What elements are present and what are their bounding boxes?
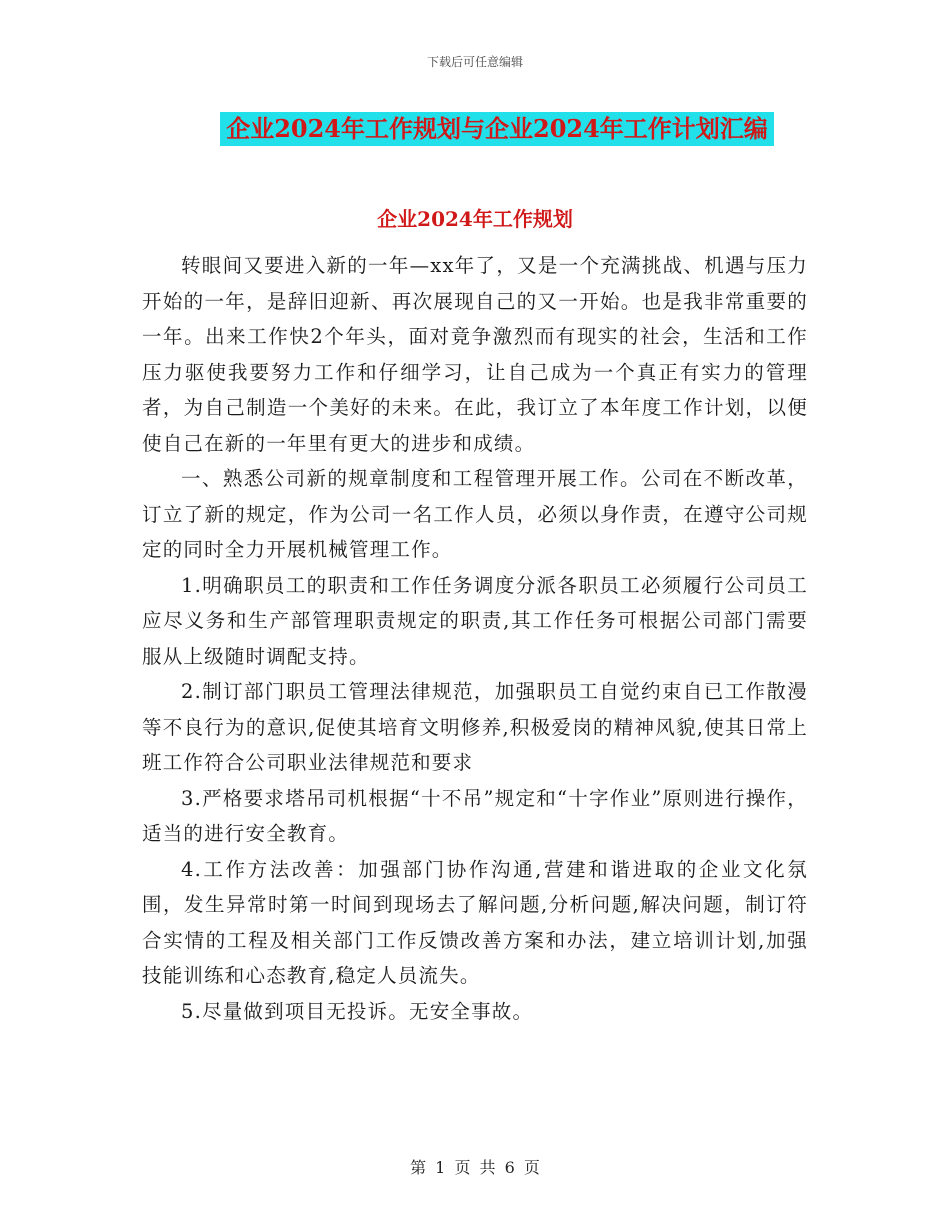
page-footer: 第 1 页 共 6 页: [410, 1158, 540, 1177]
paragraph-item-1: 1.明确职员工的职责和工作任务调度分派各职员工必须履行公司员工应尽义务和生产部管理职责规定的职责,其工作任务可根据公司部门需要服从上级随时调配支持。: [142, 573, 808, 668]
section-title: 企业2024年工作规划: [377, 207, 573, 231]
paragraph-item-3: 3.严格要求塔吊司机根据“十不吊”规定和“十字作业”原则进行操作，适当的进行安全教育。: [142, 786, 808, 845]
main-title-container: [0, 112, 950, 146]
paragraph-item-4: 4.工作方法改善：加强部门协作沟通,营建和谐进取的企业文化氛围，发生异常时第一时间到现场去了解问题,分析问题,解决问题，制订符合实情的工程及相关部门工作反馈改善方案和办法，建立培训计划,加强技能训练和心态教育,稳定人员流失。: [142, 857, 808, 987]
paragraph-intro: 转眼间又要进入新的一年—xx年了，又是一个充满挑战、机遇与压力开始的一年，是辞旧迎新、再次展现自己的又一开始。也是我非常重要的一年。出来工作快2个年头，面对竟争激烈而有现实的社会，生活和工作压力驱使我要努力工作和仔细学习，让自己成为一个真正有实力的管理者，为自己制造一个美好的未来。在此，我订立了本年度工作计划，以便使自己在新的一年里有更大的进步和成绩。: [142, 254, 808, 455]
document-body: [142, 248, 808, 1029]
paragraph-item-2: 2.制订部门职员工管理法律规范，加强职员工自觉约束自已工作散漫等不良行为的意识,促使其培育文明修养,积极爱岗的精神风貌,使其日常上班工作符合公司职业法律规范和要求: [142, 680, 808, 774]
document-main-title: 企业2024年工作规划与企业2024年工作计划汇编: [220, 112, 774, 146]
paragraph-item-5: 5.尽量做到项目无投诉。无安全事故。: [181, 999, 534, 1023]
header-note: 下载后可任意编辑: [426, 55, 523, 69]
paragraph-section-one: 一、熟悉公司新的规章制度和工程管理开展工作。公司在不断改革，订立了新的规定，作为公司一名工作人员，必须以身作责，在遵守公司规定的同时全力开展机械管理工作。: [142, 467, 808, 561]
